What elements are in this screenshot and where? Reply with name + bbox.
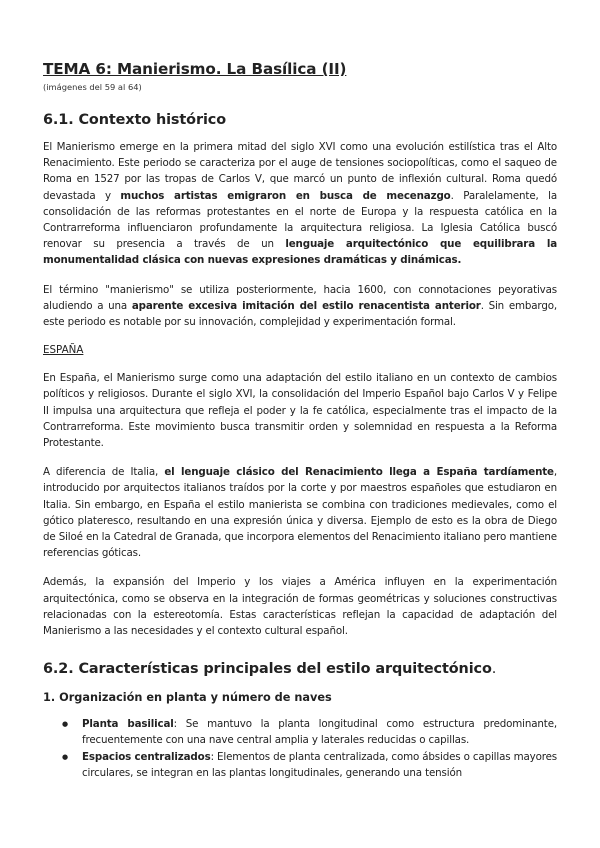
bold-emigration: muchos artistas emigraron en busca de mecenazgo	[120, 189, 451, 202]
feature-list	[43, 716, 557, 781]
section-heading-caracteristicas: 6.2. Características principales del estilo arquitectónico.	[43, 661, 497, 678]
subsection-heading-planta: 1. Organización en planta y número de naves	[43, 691, 332, 705]
paragraph-term: El término "manierismo" se utiliza posteriormente, hacia 1600, con connotaciones peyorativas aludiendo a una aparente excesiva imitación del estilo renacentista anterior. Sin embargo, este periodo es notable por su innovación, complejidad y experimentación formal.	[43, 283, 557, 329]
paragraph-intro: El Manierismo emerge en la primera mitad del siglo XVI como una evolución estilística tras el Alto Renacimiento. Este periodo se caracteriza por el auge de tensiones sociopolíticas, como el saqueo de Roma en 1527 por las tropas de Carlos V, que marcó un punto de inflexión cultural. Roma quedó devastada y muchos artistas emigraron en busca de mecenazgo. Paralelamente, la consolidación de las reformas protestantes en el norte de Europa y la respuesta católica en la Contrarreforma influenciaron profundamente la arquitectura religiosa. La Iglesia Católica buscó renovar su presencia a través de un lenguaje arquitectónico que equilibrara la monumentalidad clásica con nuevas expresiones dramáticas y dinámicas.	[43, 141, 557, 267]
document-title: TEMA 6: Manierismo. La Basílica (II)	[43, 60, 347, 78]
list-item-term: Espacios centralizados	[82, 750, 211, 763]
section-heading-contexto: 6.1. Contexto histórico	[43, 112, 227, 128]
list-item-term: Planta basilical	[82, 718, 174, 731]
bold-imitation: aparente excesiva imitación del estilo renacentista anterior	[131, 299, 481, 312]
document-subtitle: (imágenes del 59 al 64)	[43, 82, 142, 92]
list-item: ● Espacios centralizados: Elementos de planta centralizada, como ábsides o capillas mayores circulares, se integran en las plantas longitudinales, generando una tensión	[82, 749, 557, 781]
paragraph-spain-2: A diferencia de Italia, el lenguaje clásico del Renacimiento llega a España tardíamente, introducido por arquitectos italianos traídos por la corte y por maestros españoles que estudiaron en Italia. Sin embargo, en España el estilo manierista se combina con tradiciones medievales, como el gótico plateresco, resultando en una expresión única y diversa. Ejemplo de esto es la obra de Diego de Siloé en la Catedral de Granada, que incorpora elementos del Renacimiento italiano pero mantiene referencias góticas.	[43, 466, 557, 560]
bold-architectural-language: lenguaje arquitectónico que equilibrara la monumentalidad clásica con nuevas expresiones dramáticas y dinámicas.	[43, 238, 557, 267]
paragraph-spain-1: En España, el Manierismo surge como una adaptación del estilo italiano en un contexto de cambios políticos y religiosos. Durante el siglo XVI, la consolidación del Imperio Español bajo Carlos V y Felipe II impulsa una arquitectura que refleja el poder y la fe católica, especialmente tras el impacto de la Contrarreforma. Este movimiento busca transmitir orden y solemnidad en respuesta a la Reforma Protestante.	[43, 372, 557, 450]
paragraph-spain-3: Además, la expansión del Imperio y los viajes a América influyen en la experimentación arquitectónica, como se observa en la integración de formas geométricas y soluciones constructivas relacionadas con la estereotomía. Estas características reflejan la capacidad de adaptación del Manierismo a las necesidades y el contexto cultural español.	[43, 576, 557, 638]
spain-label: ESPAÑA	[43, 344, 84, 357]
bold-late-arrival: el lenguaje clásico del Renacimiento llega a España tardíamente	[164, 466, 554, 479]
list-item: ● Planta basilical: Se mantuvo la planta longitudinal como estructura predominante, frecuentemente con una nave central amplia y laterales reducidas o capillas.	[82, 716, 557, 748]
document-page	[43, 60, 557, 781]
